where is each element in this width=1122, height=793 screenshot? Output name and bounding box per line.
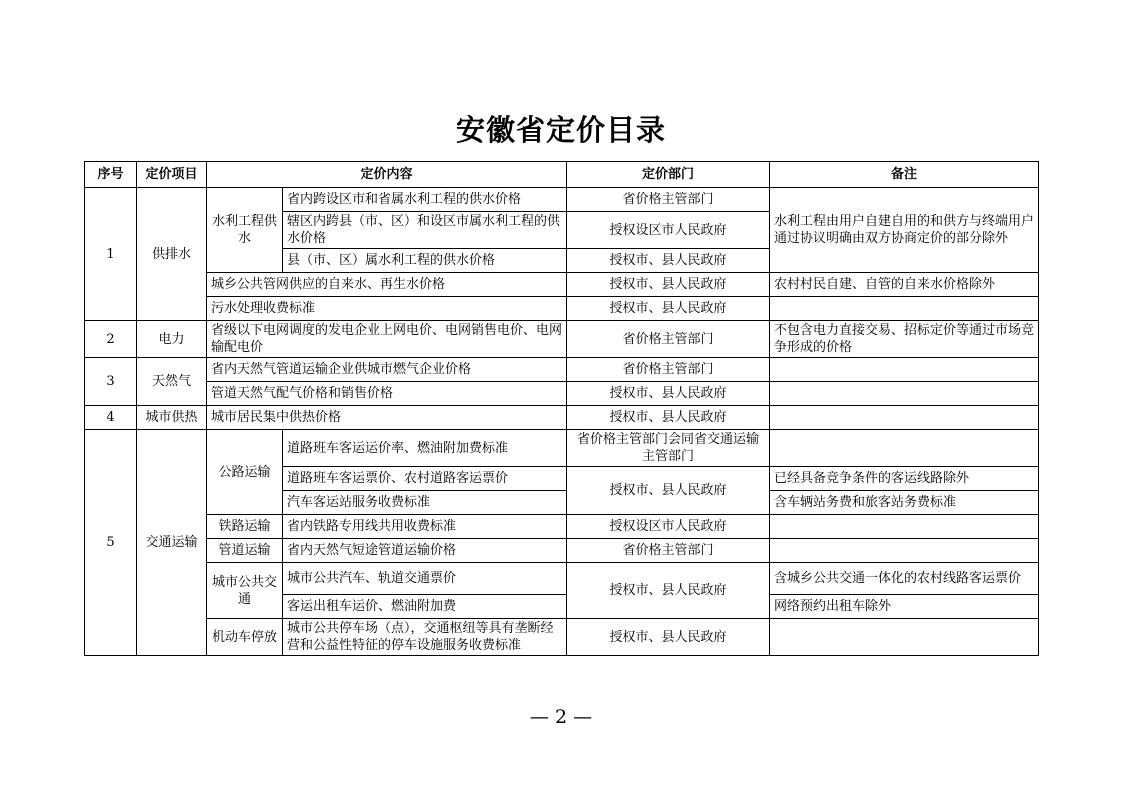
row-content: 汽车客运站服务收费标准 (283, 491, 567, 515)
row-department: 授权市、县人民政府 (567, 406, 770, 430)
header-department: 定价部门 (567, 162, 770, 188)
row-remarks: 已经具备竞争条件的客运线路除外 (770, 467, 1039, 491)
table-row (85, 515, 1039, 539)
row-content: 城市居民集中供热价格 (207, 406, 567, 430)
row-department: 授权设区市人民政府 (567, 515, 770, 539)
row-remarks-empty (770, 297, 1039, 321)
table-row (85, 297, 1039, 321)
row-serial: 5 (85, 430, 137, 656)
row-remarks-empty (770, 430, 1039, 467)
row-subitem: 城市公共交通 (207, 563, 283, 619)
page-number: — 2 — (529, 706, 593, 728)
row-subitem: 管道运输 (207, 539, 283, 563)
row-department: 授权市、县人民政府 (567, 619, 770, 656)
row-department: 省价格主管部门会同省交通运输主管部门 (567, 430, 770, 467)
row-serial: 3 (85, 358, 137, 406)
row-content: 省内铁路专用线共用收费标准 (283, 515, 567, 539)
pricing-catalog-table (84, 161, 1039, 656)
row-subitem: 铁路运输 (207, 515, 283, 539)
table-row (85, 358, 1039, 382)
header-serial: 序号 (85, 162, 137, 188)
row-content: 县（市、区）属水利工程的供水价格 (283, 249, 567, 273)
row-item: 城市供热 (137, 406, 207, 430)
table-header-row (85, 162, 1039, 188)
row-serial: 2 (85, 321, 137, 358)
row-department: 授权市、县人民政府 (567, 563, 770, 619)
row-remarks: 网络预约出租车除外 (770, 595, 1039, 619)
header-content: 定价内容 (207, 162, 567, 188)
row-remarks-empty (770, 515, 1039, 539)
row-remarks-empty (770, 619, 1039, 656)
row-department: 省价格主管部门 (567, 188, 770, 212)
row-content: 省内天然气管道运输企业供城市燃气企业价格 (207, 358, 567, 382)
row-content: 省级以下电网调度的发电企业上网电价、电网销售电价、电网输配电价 (207, 321, 567, 358)
row-remarks-empty (770, 539, 1039, 563)
row-remarks-empty (770, 406, 1039, 430)
row-remarks: 不包含电力直接交易、招标定价等通过市场竞争形成的价格 (770, 321, 1039, 358)
row-department: 授权市、县人民政府 (567, 249, 770, 273)
row-remarks-empty (770, 358, 1039, 382)
row-serial: 4 (85, 406, 137, 430)
row-remarks: 含车辆站务费和旅客站务费标准 (770, 491, 1039, 515)
row-item: 供排水 (137, 188, 207, 321)
row-department: 省价格主管部门 (567, 539, 770, 563)
document-title: 安徽省定价目录 (455, 113, 666, 147)
row-content: 城市公共停车场（点），交通枢纽等具有垄断经营和公益性特征的停车设施服务收费标准 (283, 619, 567, 656)
row-content: 客运出租车运价、燃油附加费 (283, 595, 567, 619)
row-subitem: 机动车停放 (207, 619, 283, 656)
row-remarks-empty (770, 382, 1039, 406)
row-serial: 1 (85, 188, 137, 321)
row-content: 城市公共汽车、轨道交通票价 (283, 563, 567, 595)
row-department: 授权市、县人民政府 (567, 297, 770, 321)
row-content: 城乡公共管网供应的自来水、再生水价格 (207, 273, 567, 297)
table-row (85, 619, 1039, 656)
table-row (85, 188, 1039, 212)
row-remarks: 含城乡公共交通一体化的农村线路客运票价 (770, 563, 1039, 595)
row-department: 省价格主管部门 (567, 358, 770, 382)
row-remarks: 水利工程由用户自建自用的和供方与终端用户通过协议明确由双方协商定价的部分除外 (770, 188, 1039, 273)
row-item: 电力 (137, 321, 207, 358)
table-row (85, 430, 1039, 467)
row-content: 省内天然气短途管道运输价格 (283, 539, 567, 563)
row-department: 授权市、县人民政府 (567, 467, 770, 515)
row-content: 辖区内跨县（市、区）和设区市属水利工程的供水价格 (283, 212, 567, 249)
table-row (85, 406, 1039, 430)
row-item: 交通运输 (137, 430, 207, 656)
row-department: 授权设区市人民政府 (567, 212, 770, 249)
table-row (85, 273, 1039, 297)
row-department: 省价格主管部门 (567, 321, 770, 358)
table-row (85, 382, 1039, 406)
table-row (85, 563, 1039, 595)
row-content: 道路班车客运票价、农村道路客运票价 (283, 467, 567, 491)
row-content: 污水处理收费标准 (207, 297, 567, 321)
row-item: 天然气 (137, 358, 207, 406)
table-row (85, 539, 1039, 563)
header-item: 定价项目 (137, 162, 207, 188)
row-department: 授权市、县人民政府 (567, 382, 770, 406)
row-remarks: 农村村民自建、自管的自来水价格除外 (770, 273, 1039, 297)
row-content: 省内跨设区市和省属水利工程的供水价格 (283, 188, 567, 212)
row-subitem: 公路运输 (207, 430, 283, 515)
row-subitem: 水利工程供水 (207, 188, 283, 273)
row-content: 道路班车客运运价率、燃油附加费标准 (283, 430, 567, 467)
table-row (85, 321, 1039, 358)
row-department: 授权市、县人民政府 (567, 273, 770, 297)
row-content: 管道天然气配气价格和销售价格 (207, 382, 567, 406)
header-remarks: 备注 (770, 162, 1039, 188)
